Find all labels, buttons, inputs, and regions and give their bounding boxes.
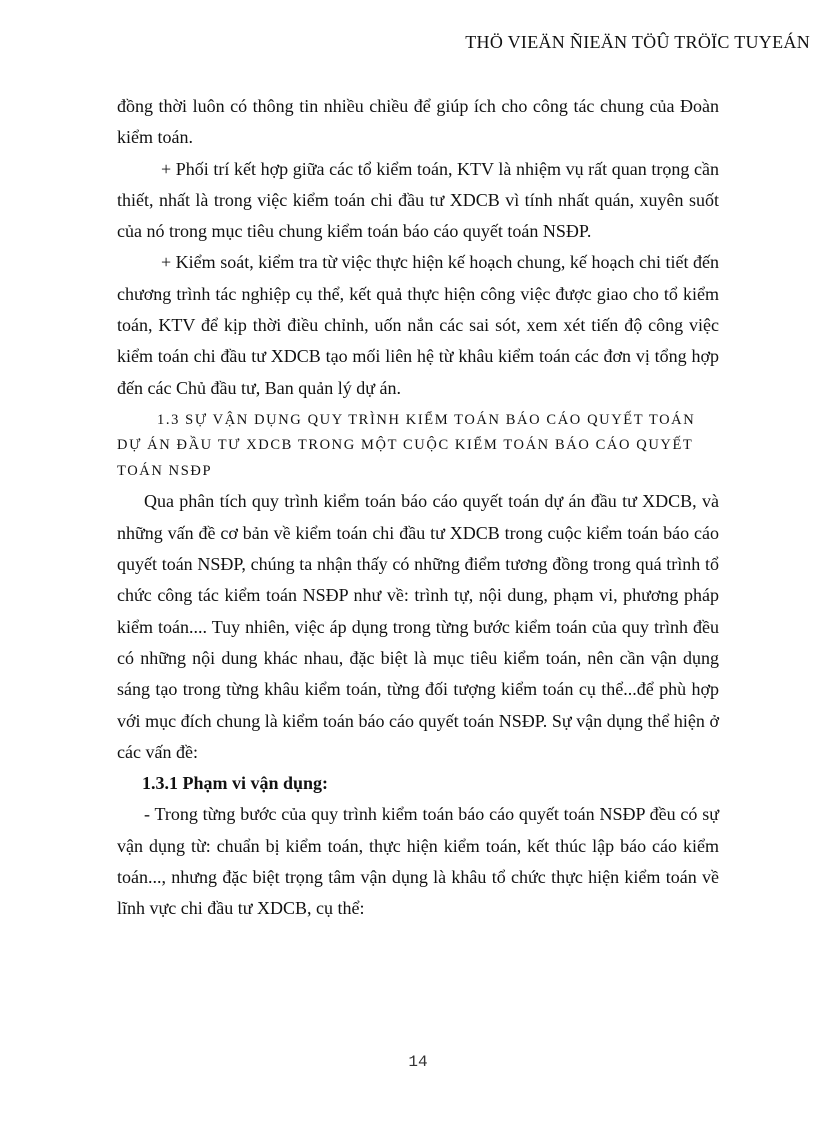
section-heading-line-1: 1.3 SỰ VẬN DỤNG QUY TRÌNH KIỂM TOÁN BÁO CÁO QUYẾT TOÁN: [157, 411, 696, 428]
page-header: THÖ VIEÄN ÑIEÄN TÖÛ TRÖÏC TUYEÁN: [465, 32, 810, 52]
section-heading-line-3: TOÁN NSĐP: [117, 462, 213, 479]
document-body: [117, 91, 719, 925]
paragraph-continuation: đồng thời luôn có thông tin nhiều chiều để giúp ích cho công tác chung của Đoàn kiểm toán.: [117, 96, 719, 148]
page-number: 14: [408, 1053, 428, 1071]
subsection-heading: 1.3.1 Phạm vi vận dụng:: [142, 773, 329, 794]
section-heading: [117, 408, 719, 485]
paragraph-control: + Kiểm soát, kiểm tra từ việc thực hiện kế hoạch chung, kế hoạch chi tiết đến chương trình tác nghiệp cụ thể, kết quả thực hiện công việc được giao cho tổ kiểm toán, KTV để kịp thời điều chỉnh, uốn nắn các sai sót, xem xét tiến độ công việc kiểm toán chi đầu tư XDCB tạo mối liên hệ từ khâu kiểm toán các đơn vị tổng hợp đến các Chủ đầu tư, Ban quản lý dự án.: [117, 252, 719, 398]
section-heading-line-2: DỰ ÁN ĐẦU TƯ XDCB TRONG MỘT CUỘC KIỂM TOÁN BÁO CÁO QUYẾT: [117, 437, 694, 454]
paragraph-scope: - Trong từng bước của quy trình kiểm toán báo cáo quyết toán NSĐP đều có sự vận dụng từ: chuẩn bị kiểm toán, thực hiện kiểm toán, kết thúc lập báo cáo kiểm toán..., nhưng đặc biệt trọng tâm vận dụng là khâu tổ chức thực hiện kiểm toán về lĩnh vực chi đầu tư XDCB, cụ thể:: [117, 804, 719, 919]
paragraph-coordination: + Phối trí kết hợp giữa các tổ kiểm toán, KTV là nhiệm vụ rất quan trọng cần thiết, nhất là trong việc kiểm toán chi đầu tư XDCB vì tính nhất quán, xuyên suốt của nó trong mục tiêu chung kiểm toán báo cáo quyết toán NSĐP.: [117, 158, 719, 242]
paragraph-analysis: Qua phân tích quy trình kiểm toán báo cáo quyết toán dự án đầu tư XDCB, và những vấn đề cơ bản về kiểm toán chi đầu tư XDCB trong cuộc kiểm toán báo cáo quyết toán NSĐP, chúng ta nhận thấy có những điểm tương đồng trong quá trình tổ chức công tác kiểm toán NSĐP như về: trình tự, nội dung, phạm vi, phương pháp kiểm toán.... Tuy nhiên, việc áp dụng trong từng bước kiểm toán của quy trình đều có những nội dung khác nhau, đặc biệt là mục tiêu kiểm toán, nên cần vận dụng sáng tạo trong từng khâu kiểm toán, từng đối tượng kiểm toán cụ thể...để phù hợp với mục đích chung là kiểm toán báo cáo quyết toán NSĐP. Sự vận dụng thể hiện ở các vấn đề:: [117, 491, 719, 762]
